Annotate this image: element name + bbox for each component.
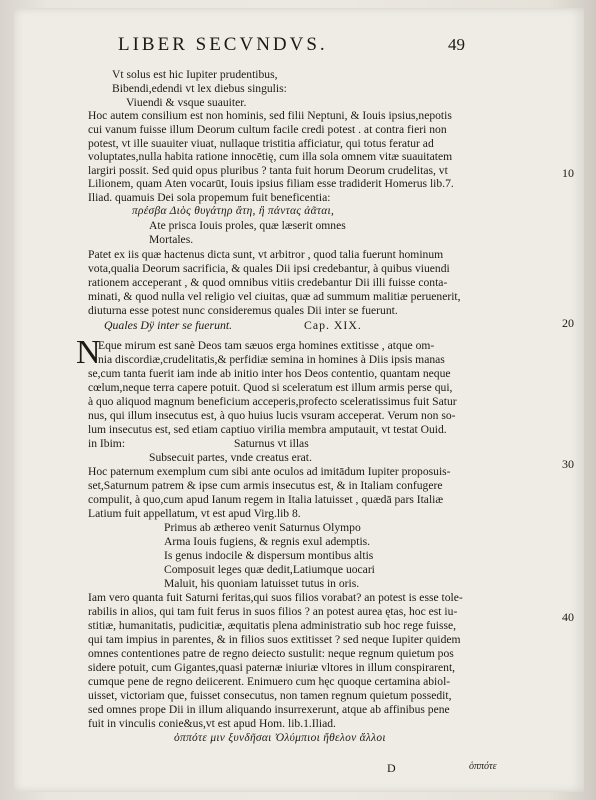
text-line: Lilionem, quam Aten vocarūt, Iouis ipsius filiam esse tradiderit Homerus lib.7. <box>88 177 454 190</box>
verse-line: Maluit, his quoniam latuisset tutus in oris. <box>164 577 360 590</box>
greek-quotation: πρέσβα Διὸς θυγάτηρ ἄτη, ἣ πάντας ἀᾶται, <box>132 205 335 217</box>
margin-line-number: 40 <box>562 610 574 624</box>
verse-line: Composuit leges quæ dedit,Latiumque uocari <box>164 563 375 576</box>
verse-line: Mortales. <box>149 233 194 246</box>
chapter-number: Cap. XIX. <box>304 318 362 332</box>
verse-line: Viuendi & vsque suauiter. <box>126 96 247 109</box>
text-line: qui tam impius in parentes, & in filios suos extitisset ? sed neque Iupiter quidem <box>88 633 461 646</box>
text-line: voluptates,nulla habita ratione innocētię, cum illa sola omnem vitæ suauitatem <box>88 150 453 163</box>
text-line: sidere potuit, cum Gigantes,quasi paternæ iniuriæ vltores in illum conspirarent, <box>88 661 456 674</box>
text-line: omnes contentiones patre de regno deiecto sustulit: neque regnum quietum pos <box>88 647 454 660</box>
text-line: rabilis in alios, qui tam fuit ferus in suos filios ? an potest aurea ętas, hoc est iu- <box>88 605 458 618</box>
verse-line: Vt solus est hic Iupiter prudentibus, <box>112 68 278 81</box>
greek-quotation: ὁππότε μιν ξυνδῆσαι Ὀλύμπιοι ἤθελον ἄλλοι <box>174 732 386 744</box>
verse-line: Primus ab æthereo venit Saturnus Olympo <box>164 521 361 534</box>
text-line: sed omnes prope Dii in illum aliquando insurrexerunt, atque ab affinibus pene <box>88 703 450 716</box>
chapter-title: Quales Dÿ inter se fuerunt. <box>104 318 233 332</box>
text-line: vota,qualia Deorum sacrificia, & quales Dii ipsi credebantur, à quibus viuendi <box>88 262 450 275</box>
text-line: uisset, victoriam que, fuisset consecutus, non tamen regnum quietum possedit, <box>88 689 452 702</box>
text-line: diuturna esse potest nunc consideremus quales Dii inter se fuerunt. <box>88 304 398 317</box>
text-line: cui vanum fuisse illum Deorum cultum facile credi potest . at contra fieri non <box>88 123 447 136</box>
text-line: Patet ex iis quæ hactenus dicta sunt, vt arbitror , quod talia fuerunt hominum <box>88 248 444 261</box>
text-line: stitiæ, humanitatis, pudicitiæ, æquitatis plena administratio sub hoc rege fuisse, <box>88 619 457 632</box>
running-head: LIBER SECVNDVS. <box>118 34 328 55</box>
text-line: potest, vt ille suauiter viuat, nullaque tristitia afficiatur, qui totus feratur ad <box>88 137 434 150</box>
text-line: à quo aliquod magnum beneficium acceperis,profecto sceleratissimus fuit Satur <box>88 395 457 408</box>
margin-line-number: 20 <box>562 316 574 330</box>
text-line: minati, & quod nulla vel religio vel ciuitas, quæ ad summum malitiæ peruenerit, <box>88 290 461 303</box>
verse-line: Is genus indocile & dispersum montibus altis <box>164 549 374 562</box>
text-line: rationem acceperant , & quod omnibus vitiis credebantur Dii illi fuisse conta- <box>88 276 448 289</box>
catchword: ὁππότε <box>469 761 497 772</box>
text-line: lum insecutus est, sed etiam captiuo virilia membra amputauit, vt testat Ouid. <box>88 423 447 436</box>
text-line: Hoc paternum exemplum cum sibi ante oculos ad imitādum Iupiter proposuis- <box>88 465 451 478</box>
verse-line: Arma Iouis fugiens, & regnis exul ademptis. <box>164 535 371 548</box>
text-line: largiri possit. Sed quid opus pluribus ? tanta fuit horum Deorum crudelitas, vt <box>88 164 448 177</box>
text-line: Iliad. quamuis Dei sola propemum fuit beneficentia: <box>88 191 331 204</box>
verse-line: Ate prisca Iouis proles, quæ læserit omnes <box>149 219 346 232</box>
margin-line-number: 10 <box>562 166 574 180</box>
text-line: nia discordiæ,crudelitatis,& perfidiæ semina in homines à Diis ipsis manas <box>98 353 445 366</box>
text-line: Iam vero quanta fuit Saturni feritas,qui suos filios vorabat? an potest is esse tole- <box>88 591 463 604</box>
page-header <box>118 34 478 60</box>
verse-line: Saturnus vt illas <box>234 437 309 450</box>
drop-cap: N <box>76 334 101 371</box>
text-line: cumque pene de regno deiicerent. Enimuero cum hęc quoque certamina abiol- <box>88 675 451 688</box>
text-line: cœlum,neque terra capere potuit. Quod si sceleratum est illum armis perse qui, <box>88 381 453 394</box>
verse-line: Bibendi,edendi vt lex diebus singulis: <box>112 82 287 95</box>
margin-line-number: 30 <box>562 457 574 471</box>
text-line: fuit in vinculis conie&us,vt est apud Hom. lib.1.Iliad. <box>88 717 336 730</box>
text-line: Eque mirum est sanè Deos tam sæuos erga homines extitisse , atque om- <box>98 339 435 352</box>
text-line: set,Saturnum patrem & ipse cum armis insecutus est, & in Italiam confugere <box>88 479 443 492</box>
text-line: nus, qui illum insecutus est, à quo huius lucis vsuram acceperat. Verum non so- <box>88 409 456 422</box>
text-line: in Ibim: <box>88 437 126 450</box>
verse-line: Subsecuit partes, vnde creatus erat. <box>149 451 312 464</box>
text-line: Latium fuit appellatum, vt est apud Virg.lib 8. <box>88 507 301 520</box>
signature-mark: D <box>387 761 396 775</box>
page-number: 49 <box>448 35 465 54</box>
text-line: se,cum tanta fuerit iam inde ab initio inter hos Deos contentio, quantam neque <box>88 367 451 380</box>
text-line: Hoc autem consilium est non hominis, sed filii Neptuni, & Iouis ipsius,nepotis <box>88 109 452 122</box>
text-line: compulit, à quo,cum apud Ianum regem in Italia latuisset , quædā pars Italiæ <box>88 493 444 506</box>
book-page <box>14 8 584 792</box>
